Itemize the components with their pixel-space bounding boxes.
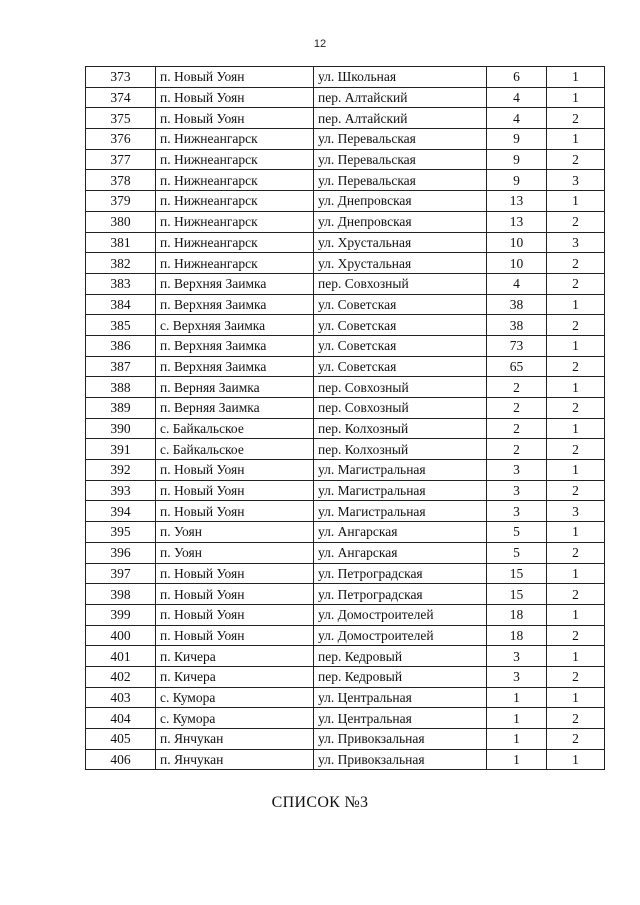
table-row <box>86 211 605 232</box>
table-row <box>86 191 605 212</box>
settlement-cell: п. Новый Уоян <box>156 625 314 646</box>
apartment-cell: 1 <box>547 87 605 108</box>
row-number-cell: 379 <box>86 191 156 212</box>
row-number-cell: 373 <box>86 67 156 88</box>
house-number-cell: 3 <box>487 666 547 687</box>
apartment-cell: 2 <box>547 273 605 294</box>
street-cell: ул. Перевальская <box>314 149 487 170</box>
apartment-cell: 2 <box>547 108 605 129</box>
apartment-cell: 2 <box>547 356 605 377</box>
settlement-cell: п. Нижнеангарск <box>156 191 314 212</box>
street-cell: ул. Хрустальная <box>314 232 487 253</box>
table-row <box>86 418 605 439</box>
apartment-cell: 1 <box>547 749 605 770</box>
apartment-cell: 1 <box>547 687 605 708</box>
table-row <box>86 129 605 150</box>
house-number-cell: 38 <box>487 315 547 336</box>
house-number-cell: 2 <box>487 377 547 398</box>
street-cell: ул. Центральная <box>314 687 487 708</box>
settlement-cell: п. Верняя Заимка <box>156 398 314 419</box>
settlement-cell: п. Новый Уоян <box>156 87 314 108</box>
street-cell: ул. Советская <box>314 356 487 377</box>
table-row <box>86 170 605 191</box>
table-row <box>86 480 605 501</box>
apartment-cell: 2 <box>547 584 605 605</box>
settlement-cell: п. Верхняя Заимка <box>156 294 314 315</box>
house-number-cell: 1 <box>487 729 547 750</box>
settlement-cell: с. Байкальское <box>156 439 314 460</box>
row-number-cell: 392 <box>86 460 156 481</box>
row-number-cell: 377 <box>86 149 156 170</box>
row-number-cell: 400 <box>86 625 156 646</box>
house-number-cell: 10 <box>487 232 547 253</box>
house-number-cell: 13 <box>487 211 547 232</box>
settlement-cell: с. Байкальское <box>156 418 314 439</box>
table-row <box>86 232 605 253</box>
apartment-cell: 1 <box>547 460 605 481</box>
house-number-cell: 4 <box>487 87 547 108</box>
row-number-cell: 383 <box>86 273 156 294</box>
house-number-cell: 3 <box>487 460 547 481</box>
row-number-cell: 404 <box>86 708 156 729</box>
row-number-cell: 374 <box>86 87 156 108</box>
apartment-cell: 1 <box>547 67 605 88</box>
street-cell: ул. Советская <box>314 315 487 336</box>
house-number-cell: 1 <box>487 687 547 708</box>
row-number-cell: 396 <box>86 542 156 563</box>
table-row <box>86 398 605 419</box>
row-number-cell: 386 <box>86 335 156 356</box>
street-cell: ул. Привокзальная <box>314 729 487 750</box>
settlement-cell: п. Нижнеангарск <box>156 232 314 253</box>
street-cell: ул. Перевальская <box>314 129 487 150</box>
street-cell: ул. Домостроителей <box>314 604 487 625</box>
row-number-cell: 394 <box>86 501 156 522</box>
row-number-cell: 402 <box>86 666 156 687</box>
street-cell: пер. Кедровый <box>314 666 487 687</box>
settlement-cell: с. Кумора <box>156 687 314 708</box>
settlement-cell: п. Новый Уоян <box>156 108 314 129</box>
settlement-cell: п. Верняя Заимка <box>156 377 314 398</box>
apartment-cell: 2 <box>547 253 605 274</box>
row-number-cell: 375 <box>86 108 156 129</box>
settlement-cell: п. Новый Уоян <box>156 460 314 481</box>
address-table <box>85 66 605 770</box>
apartment-cell: 1 <box>547 129 605 150</box>
apartment-cell: 2 <box>547 625 605 646</box>
settlement-cell: п. Янчукан <box>156 729 314 750</box>
row-number-cell: 388 <box>86 377 156 398</box>
table-row <box>86 501 605 522</box>
street-cell: ул. Школьная <box>314 67 487 88</box>
row-number-cell: 397 <box>86 563 156 584</box>
table-row <box>86 377 605 398</box>
street-cell: ул. Ангарская <box>314 542 487 563</box>
house-number-cell: 2 <box>487 418 547 439</box>
house-number-cell: 1 <box>487 749 547 770</box>
apartment-cell: 1 <box>547 418 605 439</box>
street-cell: ул. Днепровская <box>314 191 487 212</box>
table-row <box>86 87 605 108</box>
apartment-cell: 1 <box>547 522 605 543</box>
table-row <box>86 604 605 625</box>
street-cell: ул. Магистральная <box>314 480 487 501</box>
house-number-cell: 65 <box>487 356 547 377</box>
house-number-cell: 1 <box>487 708 547 729</box>
street-cell: пер. Совхозный <box>314 377 487 398</box>
apartment-cell: 2 <box>547 708 605 729</box>
list-title: СПИСОК №3 <box>271 794 369 811</box>
apartment-cell: 1 <box>547 191 605 212</box>
settlement-cell: п. Нижнеангарск <box>156 149 314 170</box>
page-number: 12 <box>313 38 327 50</box>
table-row <box>86 273 605 294</box>
apartment-cell: 2 <box>547 149 605 170</box>
settlement-cell: п. Нижнеангарск <box>156 170 314 191</box>
table-row <box>86 666 605 687</box>
row-number-cell: 403 <box>86 687 156 708</box>
house-number-cell: 9 <box>487 149 547 170</box>
row-number-cell: 406 <box>86 749 156 770</box>
street-cell: ул. Днепровская <box>314 211 487 232</box>
settlement-cell: п. Нижнеангарск <box>156 253 314 274</box>
table-row <box>86 439 605 460</box>
row-number-cell: 398 <box>86 584 156 605</box>
house-number-cell: 2 <box>487 398 547 419</box>
settlement-cell: п. Кичера <box>156 666 314 687</box>
settlement-cell: п. Верхняя Заимка <box>156 335 314 356</box>
table-row <box>86 749 605 770</box>
apartment-cell: 2 <box>547 211 605 232</box>
table-row <box>86 708 605 729</box>
street-cell: ул. Домостроителей <box>314 625 487 646</box>
street-cell: пер. Совхозный <box>314 273 487 294</box>
street-cell: пер. Алтайский <box>314 108 487 129</box>
table-row <box>86 460 605 481</box>
street-cell: ул. Петроградская <box>314 563 487 584</box>
apartment-cell: 1 <box>547 377 605 398</box>
row-number-cell: 390 <box>86 418 156 439</box>
row-number-cell: 401 <box>86 646 156 667</box>
row-number-cell: 385 <box>86 315 156 336</box>
row-number-cell: 399 <box>86 604 156 625</box>
settlement-cell: п. Верхняя Заимка <box>156 356 314 377</box>
settlement-cell: п. Новый Уоян <box>156 501 314 522</box>
street-cell: ул. Магистральная <box>314 460 487 481</box>
row-number-cell: 378 <box>86 170 156 191</box>
settlement-cell: п. Кичера <box>156 646 314 667</box>
apartment-cell: 2 <box>547 480 605 501</box>
row-number-cell: 380 <box>86 211 156 232</box>
street-cell: ул. Советская <box>314 335 487 356</box>
settlement-cell: с. Кумора <box>156 708 314 729</box>
table-row <box>86 625 605 646</box>
house-number-cell: 18 <box>487 604 547 625</box>
table-row <box>86 67 605 88</box>
table-row <box>86 646 605 667</box>
table-row <box>86 315 605 336</box>
street-cell: пер. Кедровый <box>314 646 487 667</box>
house-number-cell: 18 <box>487 625 547 646</box>
street-cell: пер. Совхозный <box>314 398 487 419</box>
house-number-cell: 3 <box>487 646 547 667</box>
street-cell: пер. Колхозный <box>314 418 487 439</box>
settlement-cell: п. Новый Уоян <box>156 604 314 625</box>
house-number-cell: 2 <box>487 439 547 460</box>
street-cell: ул. Петроградская <box>314 584 487 605</box>
apartment-cell: 2 <box>547 666 605 687</box>
table-row <box>86 253 605 274</box>
row-number-cell: 395 <box>86 522 156 543</box>
row-number-cell: 384 <box>86 294 156 315</box>
table-row <box>86 356 605 377</box>
settlement-cell: п. Янчукан <box>156 749 314 770</box>
apartment-cell: 1 <box>547 294 605 315</box>
apartment-cell: 2 <box>547 315 605 336</box>
house-number-cell: 3 <box>487 480 547 501</box>
house-number-cell: 4 <box>487 108 547 129</box>
table-row <box>86 149 605 170</box>
row-number-cell: 391 <box>86 439 156 460</box>
house-number-cell: 5 <box>487 522 547 543</box>
settlement-cell: п. Новый Уоян <box>156 480 314 501</box>
apartment-cell: 2 <box>547 398 605 419</box>
table-row <box>86 294 605 315</box>
house-number-cell: 38 <box>487 294 547 315</box>
settlement-cell: п. Уоян <box>156 522 314 543</box>
apartment-cell: 1 <box>547 646 605 667</box>
settlement-cell: п. Новый Уоян <box>156 67 314 88</box>
apartment-cell: 3 <box>547 232 605 253</box>
row-number-cell: 393 <box>86 480 156 501</box>
settlement-cell: п. Новый Уоян <box>156 584 314 605</box>
apartment-cell: 1 <box>547 604 605 625</box>
settlement-cell: п. Нижнеангарск <box>156 211 314 232</box>
street-cell: ул. Магистральная <box>314 501 487 522</box>
street-cell: ул. Центральная <box>314 708 487 729</box>
settlement-cell: п. Уоян <box>156 542 314 563</box>
house-number-cell: 5 <box>487 542 547 563</box>
apartment-cell: 3 <box>547 501 605 522</box>
apartment-cell: 3 <box>547 170 605 191</box>
house-number-cell: 3 <box>487 501 547 522</box>
house-number-cell: 15 <box>487 584 547 605</box>
street-cell: ул. Советская <box>314 294 487 315</box>
row-number-cell: 376 <box>86 129 156 150</box>
table-row <box>86 335 605 356</box>
row-number-cell: 387 <box>86 356 156 377</box>
street-cell: ул. Хрустальная <box>314 253 487 274</box>
table-row <box>86 108 605 129</box>
settlement-cell: п. Нижнеангарск <box>156 129 314 150</box>
house-number-cell: 9 <box>487 170 547 191</box>
house-number-cell: 15 <box>487 563 547 584</box>
street-cell: ул. Ангарская <box>314 522 487 543</box>
table-row <box>86 729 605 750</box>
house-number-cell: 9 <box>487 129 547 150</box>
row-number-cell: 381 <box>86 232 156 253</box>
street-cell: пер. Алтайский <box>314 87 487 108</box>
apartment-cell: 2 <box>547 729 605 750</box>
row-number-cell: 389 <box>86 398 156 419</box>
apartment-cell: 2 <box>547 439 605 460</box>
house-number-cell: 13 <box>487 191 547 212</box>
house-number-cell: 6 <box>487 67 547 88</box>
table-body <box>86 67 605 770</box>
street-cell: пер. Колхозный <box>314 439 487 460</box>
table-row <box>86 687 605 708</box>
table-row <box>86 584 605 605</box>
house-number-cell: 4 <box>487 273 547 294</box>
row-number-cell: 405 <box>86 729 156 750</box>
settlement-cell: п. Верхняя Заимка <box>156 273 314 294</box>
settlement-cell: п. Новый Уоян <box>156 563 314 584</box>
apartment-cell: 1 <box>547 563 605 584</box>
street-cell: ул. Перевальская <box>314 170 487 191</box>
table-row <box>86 522 605 543</box>
row-number-cell: 382 <box>86 253 156 274</box>
apartment-cell: 2 <box>547 542 605 563</box>
table-row <box>86 563 605 584</box>
apartment-cell: 1 <box>547 335 605 356</box>
settlement-cell: с. Верхняя Заимка <box>156 315 314 336</box>
house-number-cell: 73 <box>487 335 547 356</box>
table-row <box>86 542 605 563</box>
house-number-cell: 10 <box>487 253 547 274</box>
street-cell: ул. Привокзальная <box>314 749 487 770</box>
